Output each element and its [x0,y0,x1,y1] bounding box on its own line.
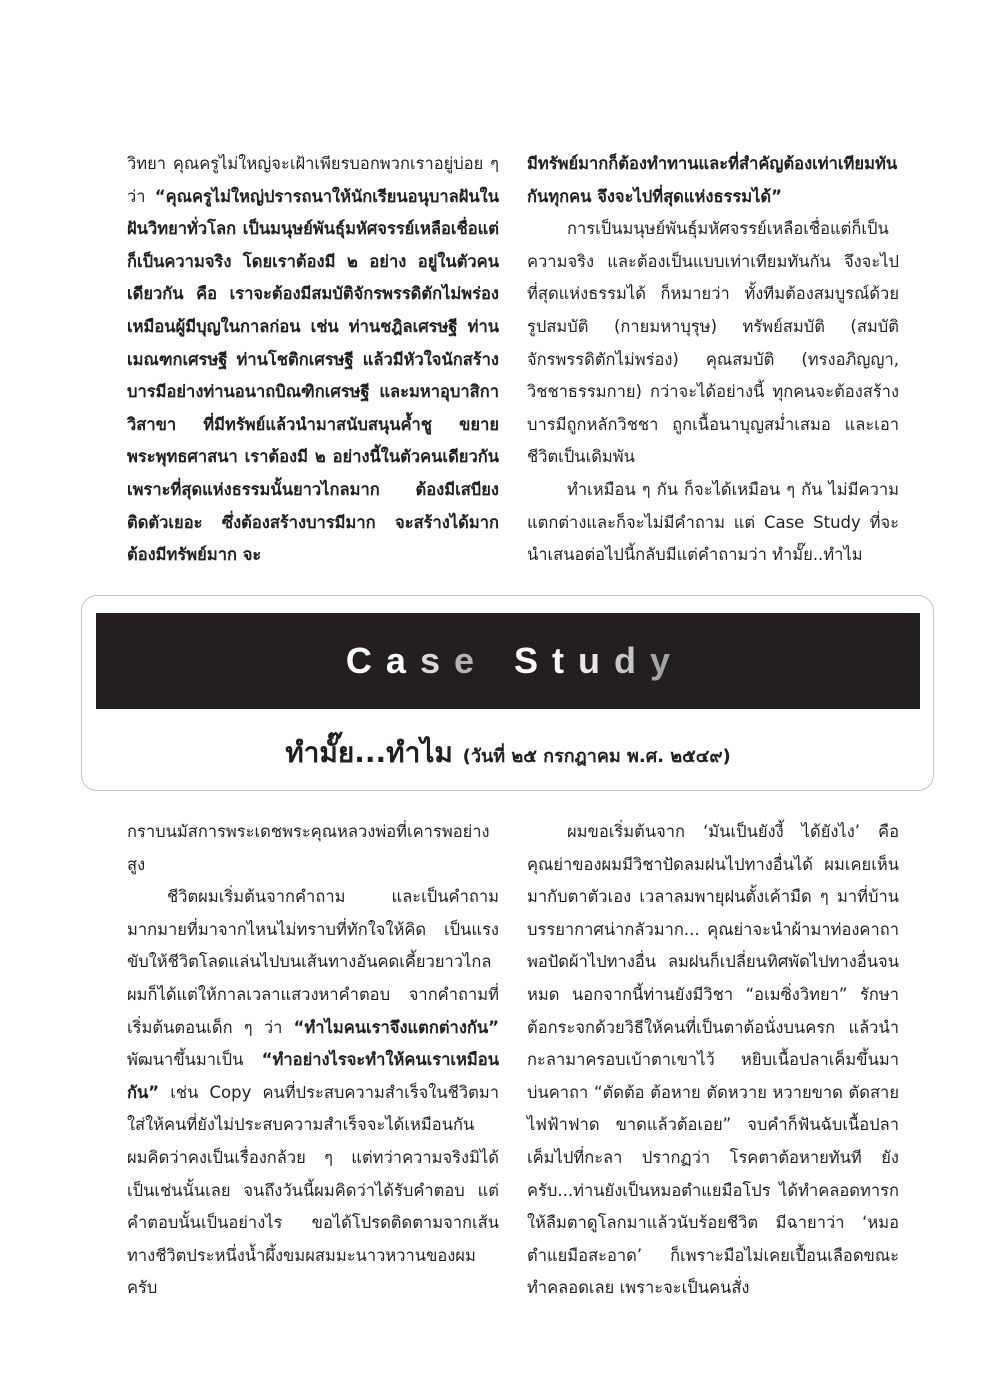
case-study-title: ทำมั๊ย...ทำไม [285,736,453,769]
top-right-column [527,148,899,572]
banner-letter: y [650,640,685,681]
paragraph: ทำเหมือน ๆ กัน ก็จะได้เหมือน ๆ กัน ไม่มีความแตกต่างและก็จะไม่มีคำถาม แต่ Case Study ที่จะนำเสนอต่อไปนี้กลับมีแต่คำถามว่า ทำมั๊ย..ทำไม [527,479,899,565]
banner-title [332,640,684,682]
paragraph: ผมขอเริ่มต้นจาก ‘มันเป็นยังงี้ ได้ยังไง’ คือ คุณย่าของผมมีวิชาปัดลมฝนไปทางอื่นได้ ผมเคยเห็นมากับตาตัวเอง เวลาลมพายุฝนตั้งเค้ามืด ๆ มาที่บ้าน บรรยากาศน่ากลัวมาก... คุณย่าจะนำผ้ามาท่องคาถา พอปัดผ้าไปทางอื่น ลมฝนก็เปลี่ยนทิศพัดไปทางอื่นจนหมด นอกจากนี้ท่านยังมีวิชา “อเมซิ่งวิทยา” รักษาต้อกระจกด้วยวิธีให้คนที่เป็นตาต้อนั่งบนครก แล้วนำกะลามาครอบเบ้าตาเขาไว้ หยิบเนื้อปลาเค็มขึ้นมาบ่นคาถา “ตัดต้อ ต้อหาย ตัดหวาย หวายขาด ตัดสายไฟฟ้าฟาด ขาดแล้วต้อเอย” จบคำก็ฟันฉับเนื้อปลาเค็มไปที่กะลา ปรากฏว่า โรคตาต้อหายทันที ยังครับ...ท่านยังเป็นหมอตำแยมือโปร ได้ทำคลอดทารกให้ลืมตาดูโลกมาแล้วนับร้อยชีวิต มีฉายาว่า ‘หมอตำแยมือสะอาด’ ก็เพราะมือไม่เคยเปื้อนเลือดขณะทำคลอดเลย เพราะจะเป็นคนสั่ง [527,822,899,1298]
banner-letter: s [419,640,454,681]
banner-letter: t [552,640,579,681]
banner-letter: u [578,640,615,681]
quote-bold: “ทำไมคนเราจึงแตกต่างกัน” [293,1017,499,1037]
paragraph: การเป็นมนุษย์พันธุ์มหัศจรรย์เหลือเชื่อแต่ก็เป็นความจริง และต้องเป็นแบบเท่าเทียมทันกัน จึงจะไปที่สุดแห่งธรรมได้ ก็หมายว่า ทั้งทีมต้องสมบูรณ์ด้วยรูปสมบัติ (กายมหาบุรุษ) ทรัพย์สมบัติ (สมบัติจักรพรรดิตักไม่พร่อง) คุณสมบัติ (ทรงอภิญญา, วิชชาธรรมกาย) กว่าจะได้อย่างนี้ ทุกคนจะต้องสร้างบารมีถูกหลักวิชชา ถูกเนื้อนาบุญสม่ำเสมอ และเอาชีวิตเป็นเดิมพัน [527,219,899,467]
salutation: กราบนมัสการพระเดชพระคุณหลวงพ่อที่เคารพอย่างสูง [127,822,490,874]
case-study-heading [96,733,920,777]
case-study-date: (วันที่ ๒๕ กรกฎาคม พ.ศ. ๒๕๔๙) [462,746,731,767]
paragraph [527,148,899,213]
paragraph [127,148,499,572]
top-left-column [127,148,499,572]
quote-bold: มีทรัพย์มากก็ต้องทำทานและที่สำคัญต้องเท่าเทียมทันกันทุกคน จึงจะไปที่สุดแห่งธรรมได้” [527,154,898,206]
quote-bold: “คุณครูไม่ใหญ่ปรารถนาให้นักเรียนอนุบาลฝันในฝันวิทยาทั่วโลก เป็นมนุษย์พันธุ์มหัศจรรย์เหลือเชื่อแต่ก็เป็นความจริง โดยเราต้องมี ๒ อย่าง อยู่ในตัวคนเดียวกัน คือ เราจะต้องมีสมบัติจักรพรรดิตักไม่พร่อง เหมือนผู้มีบุญในกาลก่อน เช่น ท่านชฎิลเศรษฐี ท่านเมณฑกเศรษฐี ท่านโชติกเศรษฐี แล้วมีหัวใจนักสร้างบารมีอย่างท่านอนาถบิณฑิกเศรษฐี และมหาอุบาสิกาวิสาขา ที่มีทรัพย์แล้วนำมาสนับสนุนค้ำชู ขยายพระพุทธศาสนา เราต้องมี ๒ อย่างนี้ในตัวคนเดียวกัน เพราะที่สุดแห่งธรรมนั้นยาวไกลมาก ต้องมีเสบียงติดตัวเยอะ ซึ่งต้องสร้างบารมีมาก จะสร้างได้มากต้องมีทรัพย์มาก จะ [127,186,499,565]
text-run: พัฒนาขึ้นมาเป็น [127,1050,262,1070]
banner-letter: S [514,640,553,681]
quote-bold: “ทำอย่างไรจะทำให้คนเราเหมือนกัน” [127,1050,499,1102]
paragraph [127,881,499,1305]
text-run: ชีวิตผมเริ่มต้นจากคำถาม และเป็นคำถามมากมายที่มาจากไหนไม่ทราบที่ทักใจให้คิด เป็นแรงขับให้ชีวิตโลดแล่นไปบนเส้นทางอันคดเคี้ยวยาวไกล ผมก็ได้แต่ให้กาลเวลาแสวงหาคำตอบ จากคำถามที่เริ่มต้นตอนเด็ก ๆ ว่า [127,887,499,1037]
banner-letter: C [345,640,386,681]
text-line: วิทยา คุณครูไม่ใหญ่จะเฝ้าเพียรบอกพวกเราอยู่บ่อย ๆ [127,154,499,173]
text-line: ว่า [127,186,155,206]
bottom-left-column [127,816,499,1305]
bottom-right-column [527,816,899,1305]
banner-letter: a [385,640,420,681]
case-study-banner [96,613,920,709]
banner-letter: e [453,640,489,681]
text-run: เช่น Copy คนที่ประสบความสำเร็จในชีวิตมาใส่ให้คนที่ยังไม่ประสบความสำเร็จจะได้เหมือนกัน ผมคิดว่าคงเป็นเรื่องกล้วย ๆ แต่ทว่าความจริงมิได้เป็นเช่นนั้นเลย จนถึงวันนี้ผมคิดว่าได้รับคำตอบ แต่คำตอบนั้นเป็นอย่างไร ขอได้โปรดติดตามจากเส้นทางชีวิตประหนึ่งน้ำผึ้งขมผสมมะนาวหวานของผมครับ [127,1082,499,1298]
banner-letter: d [614,640,651,681]
